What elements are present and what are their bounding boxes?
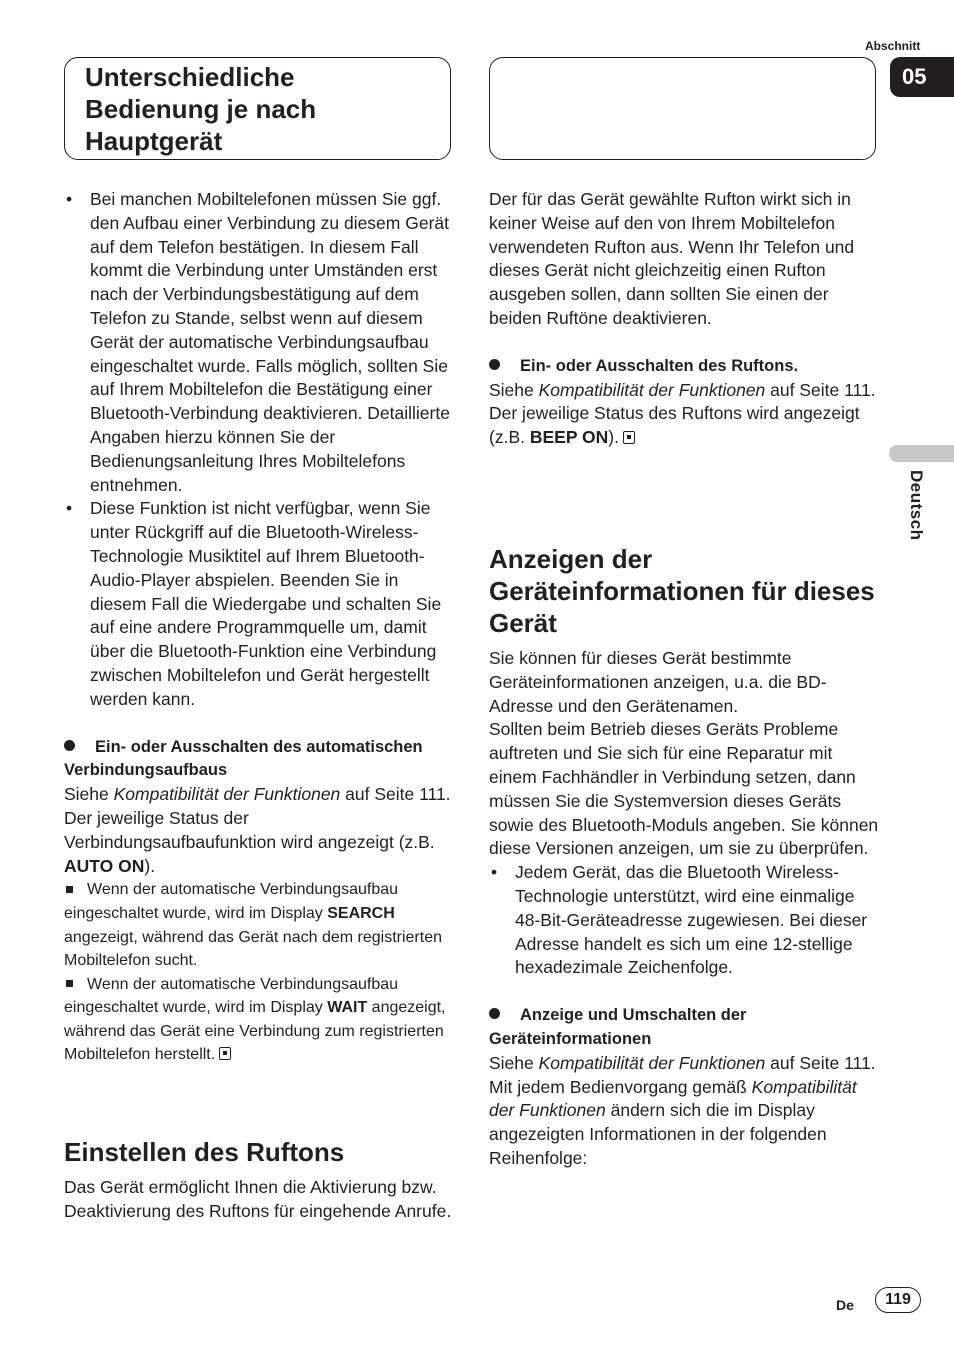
status-text: Der jeweilige Status des Ruftons wird angezeigt (z.B. BEEP ON). (489, 403, 860, 448)
language-tab-label: Deutsch (907, 470, 926, 541)
bullet-list (489, 861, 881, 980)
note-square-icon (66, 886, 73, 893)
end-mark-icon (219, 1047, 231, 1060)
see-reference: Siehe Kompatibilität der Funktionen auf Seite 111. (64, 784, 451, 805)
see-reference: Siehe Kompatibilität der Funktionen auf Seite 111. (489, 379, 876, 400)
section-body: Das Gerät ermöglicht Ihnen die Aktivierung bzw. Deaktivierung des Ruftons für eingehende Anrufe. (64, 1177, 452, 1221)
section-body: Sie können für dieses Gerät bestimmte Geräteinformationen anzeigen, u.a. die BD-Adresse und den Gerätenamen. (489, 648, 827, 716)
list-item: • Diese Funktion ist nicht verfügbar, wenn Sie unter Rückgriff auf die Bluetooth-Wireless-Technologie Musiktitel auf Ihrem Bluetooth-Audio-Player abspielen. Beenden Sie in diesem Fall die Wiedergabe und schalten Sie auf eine andere Programmquelle um, damit über die Bluetooth-Funktion eine Verbindung zwischen Mobiltelefon und Gerät hergestellt werden kann. (64, 497, 454, 711)
right-column (489, 188, 881, 450)
spacer (489, 331, 881, 355)
header-box-right (489, 57, 876, 160)
list-item: • Bei manchen Mobiltelefonen müssen Sie ggf. den Aufbau einer Verbindung zu diesem Gerät auf dem Telefon bestätigen. In diesem Fall kommt die Verbindung unter Umständen erst nach der Verbindungsbestätigung auf dem Telefon zu Stande, selbst wenn auf diesem Gerät der automatische Verbindungsaufbau eingeschaltet wurde. Falls möglich, sollten Sie auf Ihrem Mobiltelefon die Bestätigung einer Bluetooth-Verbindung deaktivieren. Detaillierte Angaben hierzu können Sie der Bedienungsanleitung Ihres Mobiltelefons entnehmen. (64, 188, 454, 497)
spacer (64, 712, 454, 736)
footer-language: De (836, 1297, 854, 1313)
bullet-dot-icon (64, 740, 75, 751)
section-number-badge: 05 (890, 57, 954, 97)
note-square-icon (66, 980, 73, 987)
operation-heading: Ein- oder Ausschalten des automatischen Verbindungsaufbaus (64, 737, 423, 780)
status-text: Der jeweilige Status der Verbindungsaufbaufunktion wird angezeigt (z.B. AUTO ON). (64, 807, 435, 876)
note: Wenn der automatische Verbindungsaufbau eingeschaltet wurde, wird im Display WAIT angezeigt, während das Gerät eine Verbindung zum registrierten Mobiltelefon herstellt. (64, 975, 446, 1064)
end-mark-icon (623, 431, 635, 444)
page-number: 119 (875, 1287, 921, 1313)
section-title: Einstellen des Ruftons (64, 1137, 345, 1167)
section-label: Abschnitt (865, 39, 921, 53)
section-body: Sollten beim Betrieb dieses Geräts Probleme auftreten und Sie sich für eine Reparatur mit einem Fachhändler in Verbindung setzen, dann müssen Sie die Systemversion dieses Geräts sowie des Bluetooth-Moduls angeben. Sie können diese Versionen anzeigen, um sie zu überprüfen. (489, 719, 879, 859)
bullet-dot-icon (489, 1008, 500, 1019)
section-body: Mit jedem Bedienvorgang gemäß Kompatibilität der Funktionen ändern sich die im Display angezeigten Informationen in der folgenden Reihenfolge: (489, 1076, 857, 1168)
left-column (64, 188, 454, 1067)
section-title: Anzeigen der Geräteinformationen für dieses Gerät (489, 544, 875, 638)
see-reference: Siehe Kompatibilität der Funktionen auf Seite 111. (489, 1052, 876, 1073)
header-box-left (64, 57, 451, 160)
spacer (489, 980, 881, 1004)
bullet-list (64, 188, 454, 712)
language-tab-marker (889, 445, 954, 462)
intro-paragraph: Der für das Gerät gewählte Rufton wirkt sich in keiner Weise auf den von Ihrem Mobiltelefon verwendeten Rufton aus. Wenn Ihr Telefon und dieses Gerät nicht gleichzeitig einen Rufton ausgeben sollen, dann sollten Sie einen der beiden Ruftöne deaktivieren. (489, 189, 855, 328)
ringtone-section (64, 1136, 454, 1224)
bullet-dot-icon (489, 359, 500, 370)
operation-heading: Anzeige und Umschalten der Geräteinformationen (489, 1006, 747, 1048)
header-title: Unterschiedliche Bedienung je nach Hauptgerät (85, 62, 317, 156)
operation-heading: Ein- oder Ausschalten des Ruftons. (489, 355, 881, 379)
list-item: • Jedem Gerät, das die Bluetooth Wireless-Technologie unterstützt, wird eine einmalige 48-Bit-Geräteadresse zugewiesen. Bei dieser Adresse handelt es sich um eine 12-stellige hexadezimale Zeichenfolge. (489, 861, 881, 980)
device-info-section (489, 543, 881, 1171)
note: Wenn der automatische Verbindungsaufbau eingeschaltet wurde, wird im Display SEARCH angezeigt, während das Gerät nach dem registrierten Mobiltelefon sucht. (64, 881, 442, 970)
